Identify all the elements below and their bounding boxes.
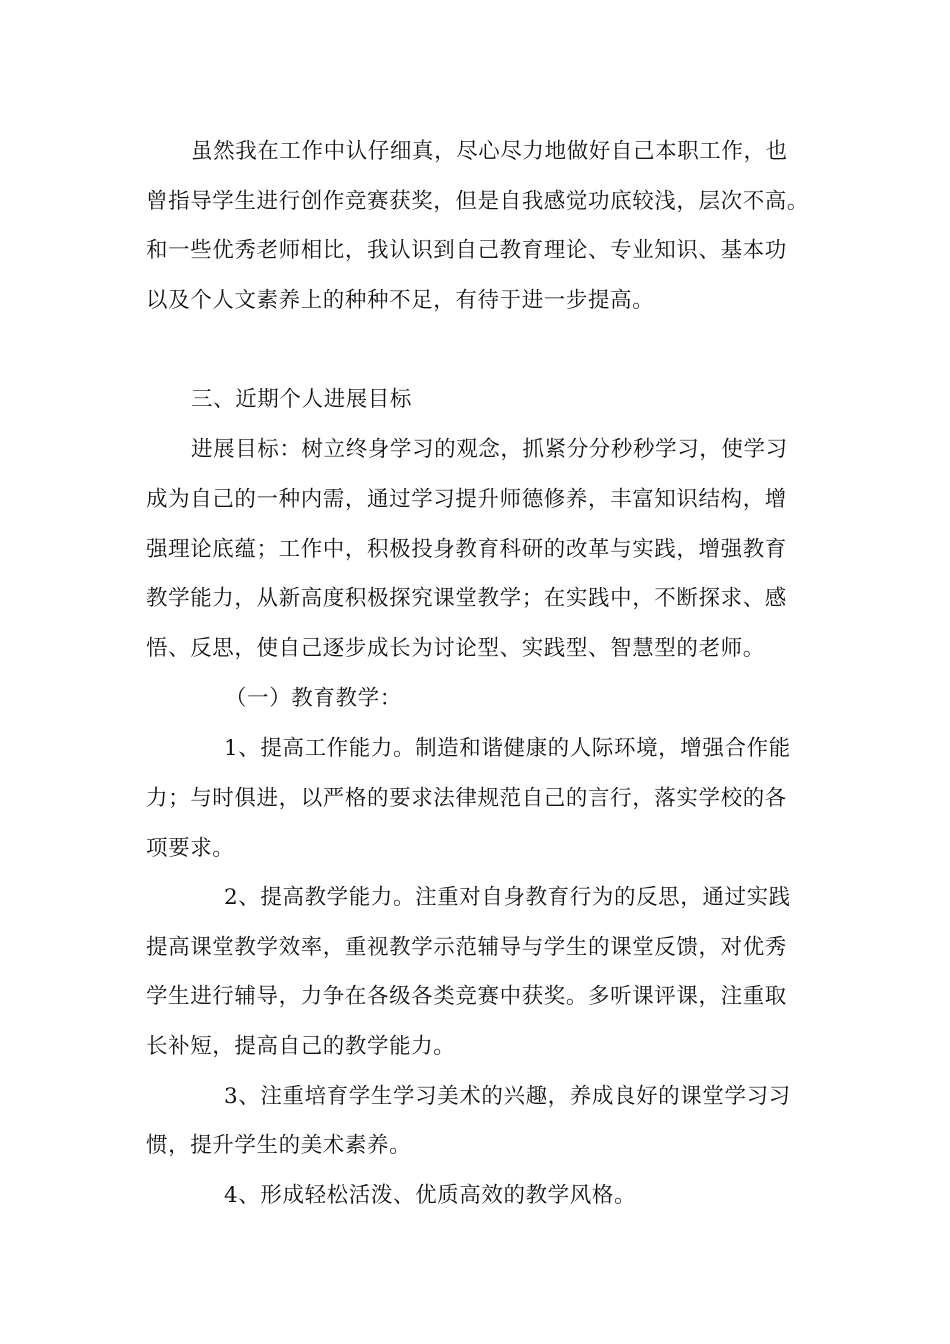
paragraph-2-line-3: 强理论底蕴；工作中，积极投身教育科研的改革与实践，增强教育 [146, 537, 787, 562]
item-2-line-1: 2、提高教学能力。注重对自身教育行为的反思，通过实践 [224, 885, 791, 910]
paragraph-1-line-3: 和一些优秀老师相比，我认识到自己教育理论、专业知识、基本功 [146, 238, 787, 263]
item-2-line-4: 长补短，提高自己的教学能力。 [146, 1034, 456, 1059]
paragraph-2-line-1: 进展目标：树立终身学习的观念，抓紧分分秒秒学习，使学习 [191, 437, 788, 462]
item-1-line-3: 项要求。 [146, 836, 235, 861]
paragraph-2-line-2: 成为自己的一种内需，通过学习提升师德修养，丰富知识结构，增 [146, 487, 787, 512]
item-2-line-3: 学生进行辅导，力争在各级各类竞赛中获奖。多听课评课，注重取 [146, 984, 787, 1009]
item-2-line-2: 提高课堂教学效率，重视教学示范辅导与学生的课堂反馈，对优秀 [146, 935, 787, 960]
paragraph-1-line-4: 以及个人文素养上的种种不足，有待于进一步提高。 [146, 288, 655, 313]
item-1-line-2: 力；与时俱进，以严格的要求法律规范自己的言行，落实学校的各 [146, 786, 787, 811]
paragraph-2-line-4: 教学能力，从新高度积极探究课堂教学；在实践中，不断探求、感 [146, 586, 787, 611]
subheading-education-teaching: （一）教育教学： [225, 686, 402, 711]
item-3-line-1: 3、注重培育学生学习美术的兴趣，养成良好的课堂学习习 [224, 1084, 791, 1109]
paragraph-2-line-5: 悟、反思，使自己逐步成长为讨论型、实践型、智慧型的老师。 [146, 636, 765, 661]
item-1-line-1: 1、提高工作能力。制造和谐健康的人际环境，增强合作能 [224, 736, 791, 761]
paragraph-1-line-2: 曾指导学生进行创作竞赛获奖，但是自我感觉功底较浅，层次不高。 [146, 189, 810, 214]
item-3-line-2: 惯，提升学生的美术素养。 [146, 1133, 412, 1158]
section-heading: 三、近期个人进展目标 [191, 387, 413, 412]
paragraph-1-line-1: 虽然我在工作中认仔细真，尽心尽力地做好自己本职工作，也 [191, 139, 788, 164]
item-4-line-1: 4、形成轻松活泼、优质高效的教学风格。 [224, 1183, 637, 1208]
